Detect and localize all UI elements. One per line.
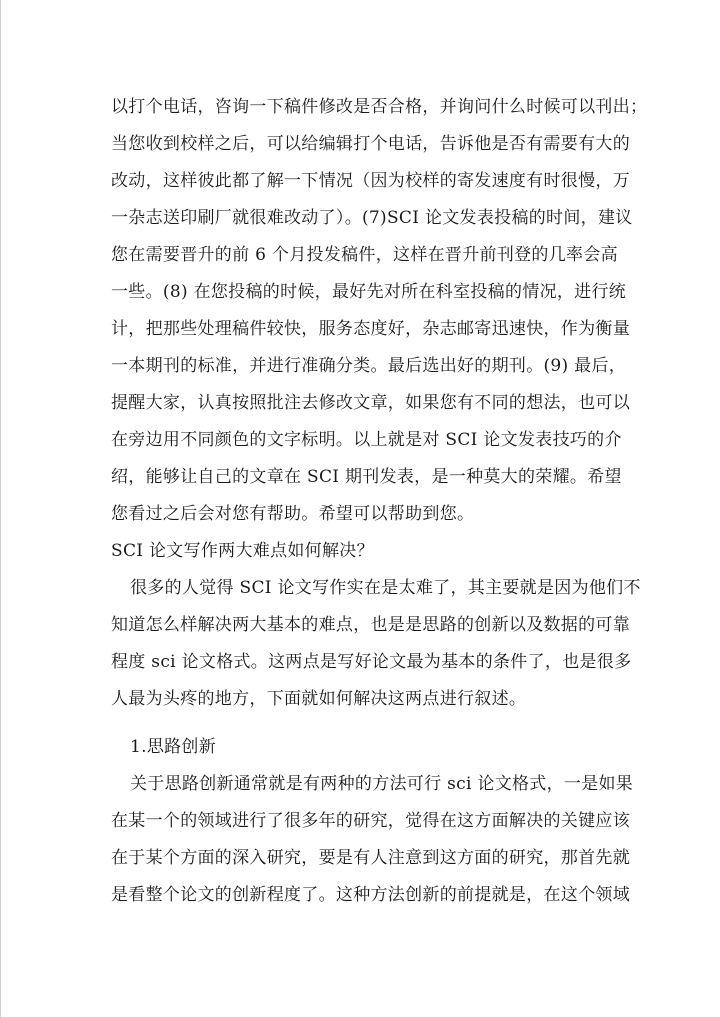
paragraph-3-line-4: 是看整个论文的创新程度了。这种方法创新的前提就是，在这个领域 bbox=[111, 885, 630, 905]
paragraph-3-line-2: 在某一个的领域进行了很多年的研究，觉得在这方面解决的关键应该 bbox=[111, 811, 630, 831]
paragraph-1-line-2: 当您收到校样之后，可以给编辑打个电话，告诉他是否有需要有大的 bbox=[111, 134, 630, 154]
paragraph-2-line-2: 知道怎么样解决两大基本的难点，也是是思路的创新以及数据的可靠 bbox=[111, 615, 630, 635]
paragraph-1-line-5: 您在需要晋升的前 6 个月投发稿件，这样在晋升前刊登的几率会高 bbox=[111, 245, 618, 265]
paragraph-3-line-1: 关于思路创新通常就是有两种的方法可行 sci 论文格式，一是如果 bbox=[130, 774, 634, 794]
paragraph-1-line-4: 一杂志送印刷厂就很难改动了）。(7)SCI 论文发表投稿的时间，建议 bbox=[111, 208, 633, 228]
paragraph-1-line-7: 计，把那些处理稿件较快，服务态度好，杂志邮寄迅速快，作为衡量 bbox=[111, 319, 630, 339]
paragraph-1-line-9: 提醒大家，认真按照批注去修改文章，如果您有不同的想法，也可以 bbox=[111, 393, 630, 413]
paragraph-1-line-10: 在旁边用不同颜色的文字标明。以上就是对 SCI 论文发表技巧的介 bbox=[111, 430, 622, 450]
paragraph-1-line-1: 以打个电话，咨询一下稿件修改是否合格，并询问什么时候可以刊出； bbox=[111, 97, 648, 117]
paragraph-3-line-3: 在于某个方面的深入研究，要是有人注意到这方面的研究，那首先就 bbox=[111, 848, 630, 868]
paragraph-1-line-3: 改动，这样彼此都了解一下情况（因为校样的寄发速度有时很慢，万 bbox=[111, 171, 630, 191]
paragraph-1-line-6: 一些。(8) 在您投稿的时候，最好先对所在科室投稿的情况，进行统 bbox=[111, 282, 627, 302]
paragraph-1-line-12: 您看过之后会对您有帮助。希望可以帮助到您。 bbox=[111, 504, 475, 524]
paragraph-2-line-3: 程度 sci 论文格式。这两点是写好论文最为基本的条件了，也是很多 bbox=[111, 652, 632, 672]
paragraph-2-line-4: 人最为头疼的地方，下面就如何解决这两点进行叙述。 bbox=[111, 689, 527, 709]
paragraph-1-line-8: 一本期刊的标准，并进行准确分类。最后选出好的期刊。(9) 最后， bbox=[111, 356, 627, 376]
paragraph-2-line-1: 很多的人觉得 SCI 论文写作实在是太难了，其主要就是因为他们不 bbox=[130, 578, 641, 598]
subsection-title: 1.思路创新 bbox=[130, 737, 217, 757]
section-title: SCI 论文写作两大难点如何解决？ bbox=[111, 541, 374, 561]
paragraph-1-line-11: 绍，能够让自己的文章在 SCI 期刊发表，是一种莫大的荣耀。希望 bbox=[111, 467, 622, 487]
